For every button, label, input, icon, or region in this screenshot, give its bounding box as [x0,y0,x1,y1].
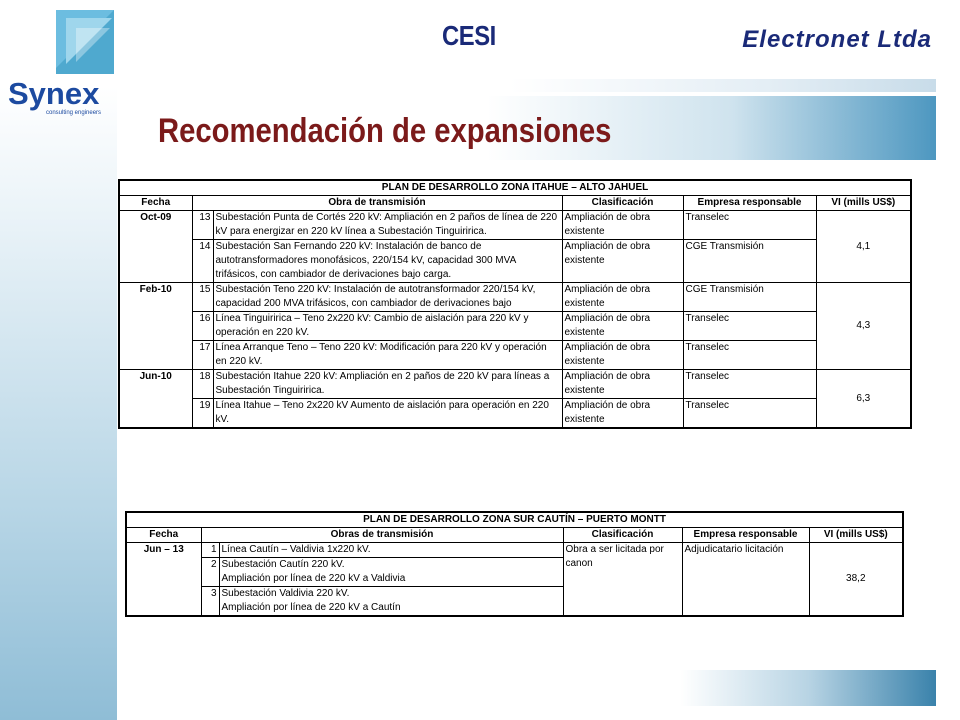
column-header-vi: VI (mills US$) [816,196,911,211]
obra-cell: Subestación Itahue 220 kV: Ampliación en 2 paños de 220 kV para líneas a Subestación Tinguiririca. [213,370,562,399]
obra-line: Ampliación por línea de 220 kV a Cautín [221,602,401,613]
column-header-clasificacion: Clasificación [563,528,682,543]
cesi-header: CESI [442,20,496,51]
empresa-cell: CGE Transmisión [683,240,816,283]
table-row [119,283,911,312]
row-number: 3 [201,587,219,617]
table-row [119,240,911,283]
column-header-fecha: Fecha [119,196,192,211]
table-row [119,341,911,370]
vi-cell: 38,2 [809,543,903,617]
empresa-cell: Transelec [683,211,816,240]
empresa-cell: Transelec [683,312,816,341]
obra-line: Ampliación por línea de 220 kV a Valdivia [221,573,406,584]
empresa-cell: Transelec [683,399,816,429]
obra-cell: Subestación San Fernando 220 kV: Instalación de banco de autotransformadores monofásicos, 220/154 kV, capacidad 300 MVA trifásicos, con cambiador de derivaciones bajo carga. [213,240,562,283]
column-header-obra: Obra de transmisión [192,196,562,211]
column-header-fecha: Fecha [126,528,201,543]
table-row [119,312,911,341]
synex-logo [4,8,120,116]
footer-bar [680,670,936,706]
clasificacion-cell: Ampliación de obra existente [562,312,683,341]
fecha-cell: Jun-10 [119,370,192,429]
fecha-cell: Oct-09 [119,211,192,283]
table-caption: PLAN DE DESARROLLO ZONA ITAHUE – ALTO JAHUEL [119,180,911,196]
obra-cell: Subestación Teno 220 kV: Instalación de autotransformador 220/154 kV, capacidad 200 MVA trifásicos, con cambiador de derivaciones bajo [213,283,562,312]
obra-cell: Línea Cautín – Valdivia 1x220 kV. [219,543,563,558]
clasificacion-cell: Ampliación de obra existente [562,283,683,312]
fecha-cell: Jun – 13 [126,543,201,617]
table-itahue-alto-jahuel [118,179,912,429]
obra-cell: Subestación Punta de Cortés 220 kV: Ampliación en 2 paños de línea de 220 kV para energizar en 220 kV línea a Subestación Tinguiririca. [213,211,562,240]
vi-cell: 4,3 [816,283,911,370]
vi-cell: 6,3 [816,370,911,429]
row-number: 18 [192,370,213,399]
row-number: 14 [192,240,213,283]
table-caption: PLAN DE DESARROLLO ZONA SUR CAUTÍN – PUERTO MONTT [126,512,903,528]
obra-cell [219,587,563,617]
obra-line: Subestación Cautín 220 kV. [221,559,345,570]
table-row [119,211,911,240]
row-number: 2 [201,558,219,587]
electronet-header: Electronet Ltda [742,26,932,53]
clasificacion-cell: Ampliación de obra existente [562,341,683,370]
clasificacion-cell: Obra a ser licitada por canon [563,543,682,617]
clasificacion-cell: Ampliación de obra existente [562,211,683,240]
column-header-empresa: Empresa responsable [683,196,816,211]
clasificacion-cell: Ampliación de obra existente [562,370,683,399]
fecha-cell: Feb-10 [119,283,192,370]
table-row [119,370,911,399]
empresa-cell: Adjudicatario licitación [682,543,809,617]
table-row [119,399,911,429]
obra-cell: Línea Arranque Teno – Teno 220 kV: Modificación para 220 kV y operación en 220 kV. [213,341,562,370]
header-divider [510,79,936,92]
row-number: 16 [192,312,213,341]
obra-cell [219,558,563,587]
empresa-cell: CGE Transmisión [683,283,816,312]
row-number: 13 [192,211,213,240]
row-number: 19 [192,399,213,429]
column-header-obras: Obras de transmisión [201,528,563,543]
empresa-cell: Transelec [683,370,816,399]
obra-cell: Línea Itahue – Teno 2x220 kV Aumento de aislación para operación en 220 kV. [213,399,562,429]
table-sur-cautin-puerto-montt [125,511,904,617]
logo-subtext: consulting engineers [46,110,102,116]
column-header-empresa: Empresa responsable [682,528,809,543]
row-number: 1 [201,543,219,558]
row-number: 17 [192,341,213,370]
column-header-clasificacion: Clasificación [562,196,683,211]
logo-text: Synex [8,76,100,111]
page-title: Recomendación de expansiones [158,112,612,150]
row-number: 15 [192,283,213,312]
clasificacion-cell: Ampliación de obra existente [562,399,683,429]
column-header-vi: VI (mills US$) [809,528,903,543]
obra-cell: Línea Tinguiririca – Teno 2x220 kV: Cambio de aislación para 220 kV y operación en 220 kV. [213,312,562,341]
vi-cell: 4,1 [816,211,911,283]
obra-line: Subestación Valdivia 220 kV. [221,588,350,599]
table-row [126,543,903,558]
empresa-cell: Transelec [683,341,816,370]
clasificacion-cell: Ampliación de obra existente [562,240,683,283]
